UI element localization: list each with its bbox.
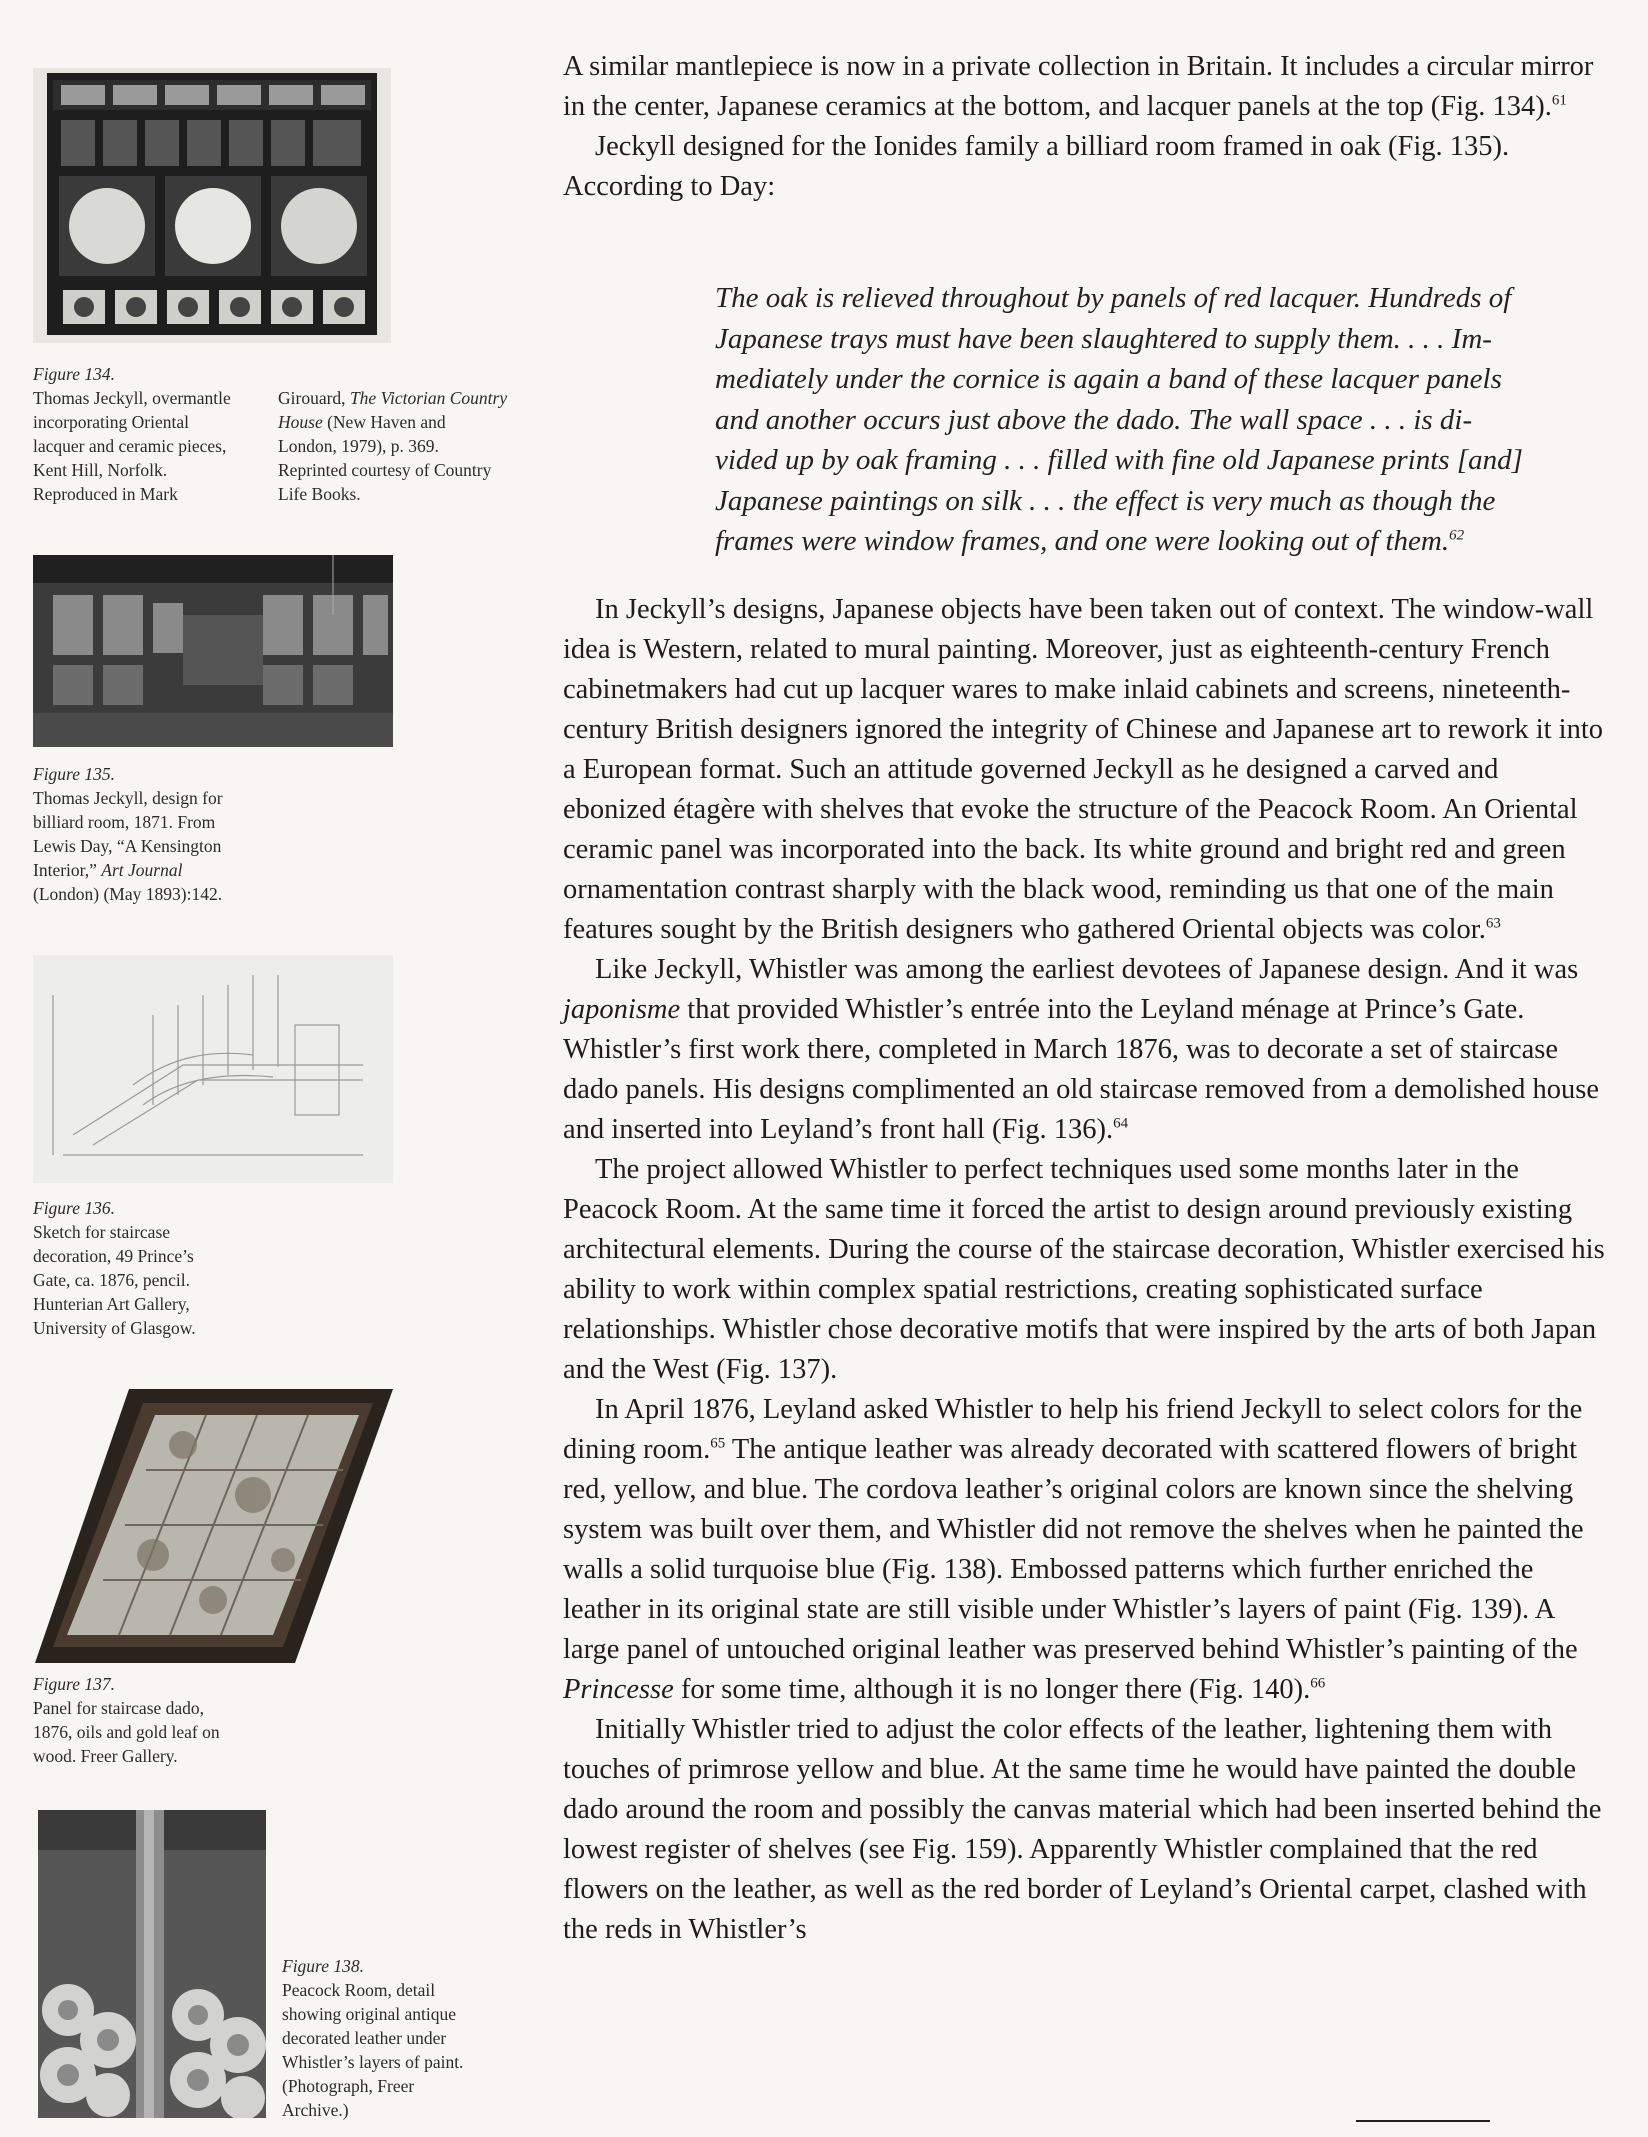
paragraph xyxy=(563,47,1608,127)
journal-title: Art Journal xyxy=(101,860,183,880)
caption-line: lacquer and ceramic pieces, xyxy=(33,436,227,456)
paragraph-text: Initially Whistler tried to adjust the color effects of the leather, lightening them with touches of primrose yellow and blue. At the same time he would have painted the double dado around the room and possibly the canvas material which had been inserted behind the lowest register of shelves (see Fig. 159). Apparently Whistler complained that the red flowers on the leather, as well as the red border of Leyland’s Oriental carpet, clashed with the reds in Whistler’s xyxy=(563,1714,1602,1945)
footnote-ref: 66 xyxy=(1310,1675,1326,1692)
caption-line: incorporating Oriental xyxy=(33,412,189,432)
figure-138-label: Figure 138. xyxy=(282,1956,364,1976)
footnote-ref: 62 xyxy=(1449,527,1465,544)
figure-136-label: Figure 136. xyxy=(33,1198,115,1218)
quote-line: vided up by oak framing . . . filled with fine old Japanese prints [and] xyxy=(715,444,1523,476)
footnote-ref: 64 xyxy=(1113,1115,1129,1132)
paragraph xyxy=(563,1710,1608,1950)
quote-line: The oak is relieved throughout by panels of red lacquer. Hundreds of xyxy=(715,282,1512,314)
figure-138-image xyxy=(38,1810,266,2118)
figure-135-image xyxy=(33,555,393,747)
paragraph xyxy=(563,590,1608,950)
paragraph-text: In April 1876, Leyland asked Whistler to help his friend Jeckyll to select colors for the dining room. xyxy=(563,1394,1583,1465)
italic-term: japonisme xyxy=(563,994,681,1025)
paragraph-text: for some time, although it is no longer there (Fig. 140). xyxy=(673,1674,1311,1705)
caption-line: Hunterian Art Gallery, xyxy=(33,1294,190,1314)
figure-134-image xyxy=(33,68,391,343)
caption-line: showing original antique xyxy=(282,2004,457,2024)
caption-line: decorated leather under xyxy=(282,2028,447,2048)
footnote-ref: 63 xyxy=(1485,915,1501,932)
book-title: The Victorian Country House xyxy=(278,388,508,432)
paragraph-text: The project allowed Whistler to perfect techniques used some months later in the Peacock Room. At the same time it forced the artist to design around previously existing architectural elements. During the course of the staircase decoration, Whistler exercised his ability to work within complex spatial restrictions, creating sophisticated surface relationships. Whistler chose decorative motifs that were inspired by the arts of both Japan and the West (Fig. 137). xyxy=(563,1154,1605,1385)
paragraph-text: that provided Whistler’s entrée into the Leyland ménage at Prince’s Gate. Whistler’s first work there, completed in March 1876, was to decorate a set of staircase dado panels. His designs complimented an old staircase removed from a demolished house and inserted into Leyland’s front hall (Fig. 136). xyxy=(563,994,1600,1145)
paragraph xyxy=(563,1150,1608,1390)
block-quote xyxy=(715,278,1610,562)
paragraph-text: Jeckyll designed for the Ionides family a billiard room framed in oak (Fig. 135). According to Day: xyxy=(563,131,1510,202)
caption-line: Whistler’s layers of paint. xyxy=(282,2052,464,2072)
figure-137-label: Figure 137. xyxy=(33,1674,115,1694)
figure-137-caption xyxy=(33,1672,293,1768)
figure-135-label: Figure 135. xyxy=(33,764,115,784)
figure-136-image xyxy=(33,955,393,1183)
quote-line: frames were window frames, and one were looking out of them. xyxy=(715,525,1450,557)
caption-line: Kent Hill, Norfolk. xyxy=(33,460,168,480)
caption-line: Panel for staircase dado, xyxy=(33,1698,205,1718)
footnote-rule xyxy=(1356,2120,1490,2122)
quote-line: Japanese trays must have been slaughtered to supply them. . . . Im- xyxy=(715,322,1492,355)
paragraph-text: In Jeckyll’s designs, Japanese objects have been taken out of context. The window-wall idea is Western, related to mural painting. Moreover, just as eighteenth-century French cabinetmakers had cut up lacquer wares to make inlaid cabinets and screens, nineteenth-century British designers ignored the integrity of Chinese and Japanese art to rework it into a European format. Such an attitude governed Jeckyll as he designed a carved and ebonized étagère with shelves that evoke the structure of the Peacock Room. An Oriental ceramic panel was incorporated into the back. Its white ground and bright red and green ornamentation contrast sharply with the black wood, reminding us that one of the main features sought by the British designers who gathered Oriental objects was color. xyxy=(563,594,1603,945)
caption-line: Archive.) xyxy=(282,2100,349,2120)
caption-text: (New Haven and London, 1979), p. 369. Reprinted courtesy of Country Life Books. xyxy=(278,412,492,504)
figure-134-caption-continued xyxy=(278,386,508,506)
paragraph-text: The antique leather was already decorated with scattered flowers of bright red, yellow, and blue. The cordova leather’s original colors are known since the shelving system was built over them, and Whistler did not remove the shelves when he painted the walls a solid turquoise blue (Fig. 138). Embossed patterns which further enriched the leather in its original state are still visible under Whistler’s layers of paint (Fig. 139). A large panel of untouched original leather was preserved behind Whistler’s painting of the xyxy=(563,1434,1584,1665)
caption-line: billiard room, 1871. From xyxy=(33,812,216,832)
figure-138-caption xyxy=(282,1954,522,2122)
caption-line: Reproduced in Mark xyxy=(33,484,178,504)
footnote-ref: 65 xyxy=(710,1435,726,1452)
paragraph xyxy=(563,1390,1608,1710)
caption-line: Gate, ca. 1876, pencil. xyxy=(33,1270,190,1290)
quote-line: Japanese paintings on silk . . . the effect is very much as though the xyxy=(715,484,1496,517)
main-text-top xyxy=(563,47,1608,207)
italic-title: Princesse xyxy=(563,1674,674,1705)
caption-line: decoration, 49 Prince’s xyxy=(33,1246,194,1266)
caption-line: (London) (May 1893):142. xyxy=(33,884,223,904)
caption-line: Thomas Jeckyll, overmantle xyxy=(33,388,231,408)
quote-line: and another occurs just above the dado. The wall space . . . is di- xyxy=(715,403,1473,436)
caption-line: wood. Freer Gallery. xyxy=(33,1746,178,1766)
caption-line: University of Glasgow. xyxy=(33,1318,196,1338)
figure-137-image xyxy=(33,1385,395,1665)
figure-134-caption xyxy=(33,362,273,506)
caption-line: Thomas Jeckyll, design for xyxy=(33,788,223,808)
paragraph xyxy=(563,950,1608,1150)
paragraph-text: A similar mantlepiece is now in a private collection in Britain. It includes a circular mirror in the center, Japanese ceramics at the bottom, and lacquer panels at the top (Fig. 134). xyxy=(563,51,1594,122)
figure-134-label: Figure 134. xyxy=(33,364,115,384)
caption-line: Sketch for staircase xyxy=(33,1222,171,1242)
paragraph xyxy=(563,127,1608,207)
figure-135-caption xyxy=(33,762,293,906)
caption-line: Peacock Room, detail xyxy=(282,1980,436,2000)
caption-line: Lewis Day, “A Kensington xyxy=(33,836,222,856)
quote-line: mediately under the cornice is again a band of these lacquer panels xyxy=(715,363,1502,395)
footnote-ref: 61 xyxy=(1551,92,1567,109)
caption-text: Girouard, xyxy=(278,388,350,408)
caption-text: Interior,” xyxy=(33,860,102,880)
caption-line: (Photograph, Freer xyxy=(282,2076,415,2096)
caption-line: 1876, oils and gold leaf on xyxy=(33,1722,220,1742)
figure-136-caption xyxy=(33,1196,293,1340)
main-text-body xyxy=(563,590,1608,1950)
paragraph-text: Like Jeckyll, Whistler was among the earliest devotees of Japanese design. And it was xyxy=(595,954,1579,985)
